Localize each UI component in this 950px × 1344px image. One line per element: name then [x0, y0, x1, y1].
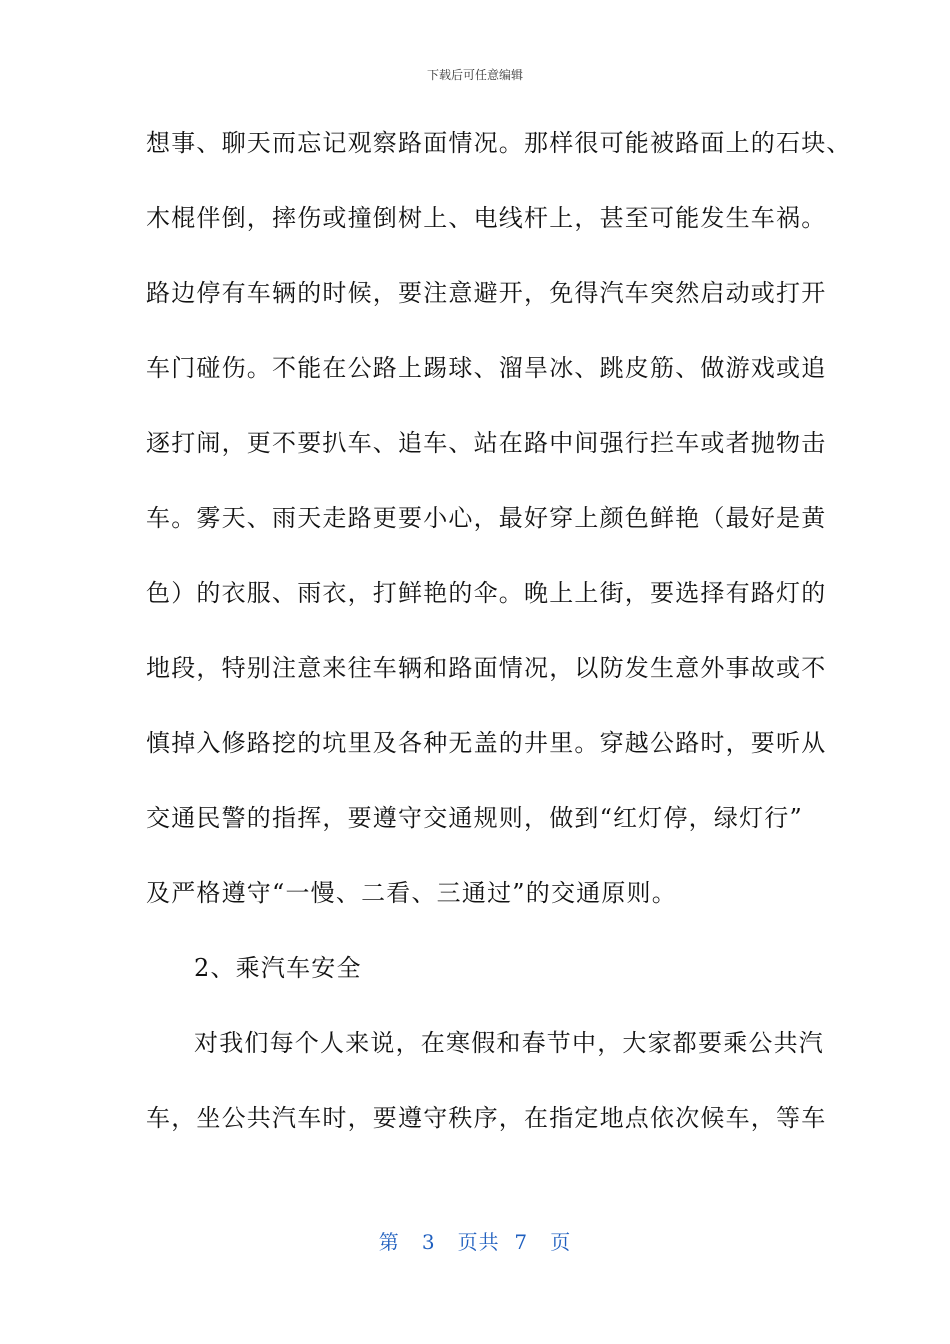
footer-suffix: 页: [550, 1230, 572, 1254]
text-line: 交通民警的指挥，要遵守交通规则，做到“红灯停，绿灯行”: [146, 804, 803, 832]
text-line: 慎掉入修路挖的坑里及各种无盖的井里。穿越公路时，要听从: [146, 729, 827, 757]
footer-prefix: 第: [378, 1230, 400, 1254]
text-line: 车门碰伤。不能在公路上踢球、溜旱冰、跳皮筋、做游戏或追: [146, 354, 827, 382]
current-page-number: 3: [421, 1230, 436, 1254]
page-footer: [0, 1226, 950, 1255]
text-line: 逐打闹，更不要扒车、追车、站在路中间强行拦车或者抛物击: [146, 429, 827, 457]
text-line: 车。雾天、雨天走路更要小心，最好穿上颜色鲜艳（最好是黄: [146, 504, 827, 532]
text-line: 路边停有车辆的时候，要注意避开，免得汽车突然启动或打开: [146, 279, 827, 307]
text-line: 色）的衣服、雨衣，打鲜艳的伞。晚上上街，要选择有路灯的: [146, 579, 827, 607]
footer-middle: 页共: [457, 1230, 500, 1254]
text-line: 及严格遵守“一慢、二看、三通过”的交通原则。: [146, 879, 677, 907]
total-pages-number: 7: [514, 1230, 529, 1254]
text-line: 车，坐公共汽车时，要遵守秩序，在指定地点依次候车，等车: [146, 1104, 827, 1132]
text-line: 木棍伴倒，摔伤或撞倒树上、电线杆上，甚至可能发生车祸。: [146, 204, 827, 232]
text-line: 地段，特别注意来往车辆和路面情况，以防发生意外事故或不: [146, 654, 827, 682]
section-heading: 2、乘汽车安全: [194, 954, 362, 982]
text-line: 对我们每个人来说，在寒假和春节中，大家都要乘公共汽: [194, 1029, 824, 1057]
page-header: 下载后可任意编辑: [426, 68, 523, 82]
text-line: 想事、聊天而忘记观察路面情况。那样很可能被路面上的石块、: [146, 129, 852, 157]
